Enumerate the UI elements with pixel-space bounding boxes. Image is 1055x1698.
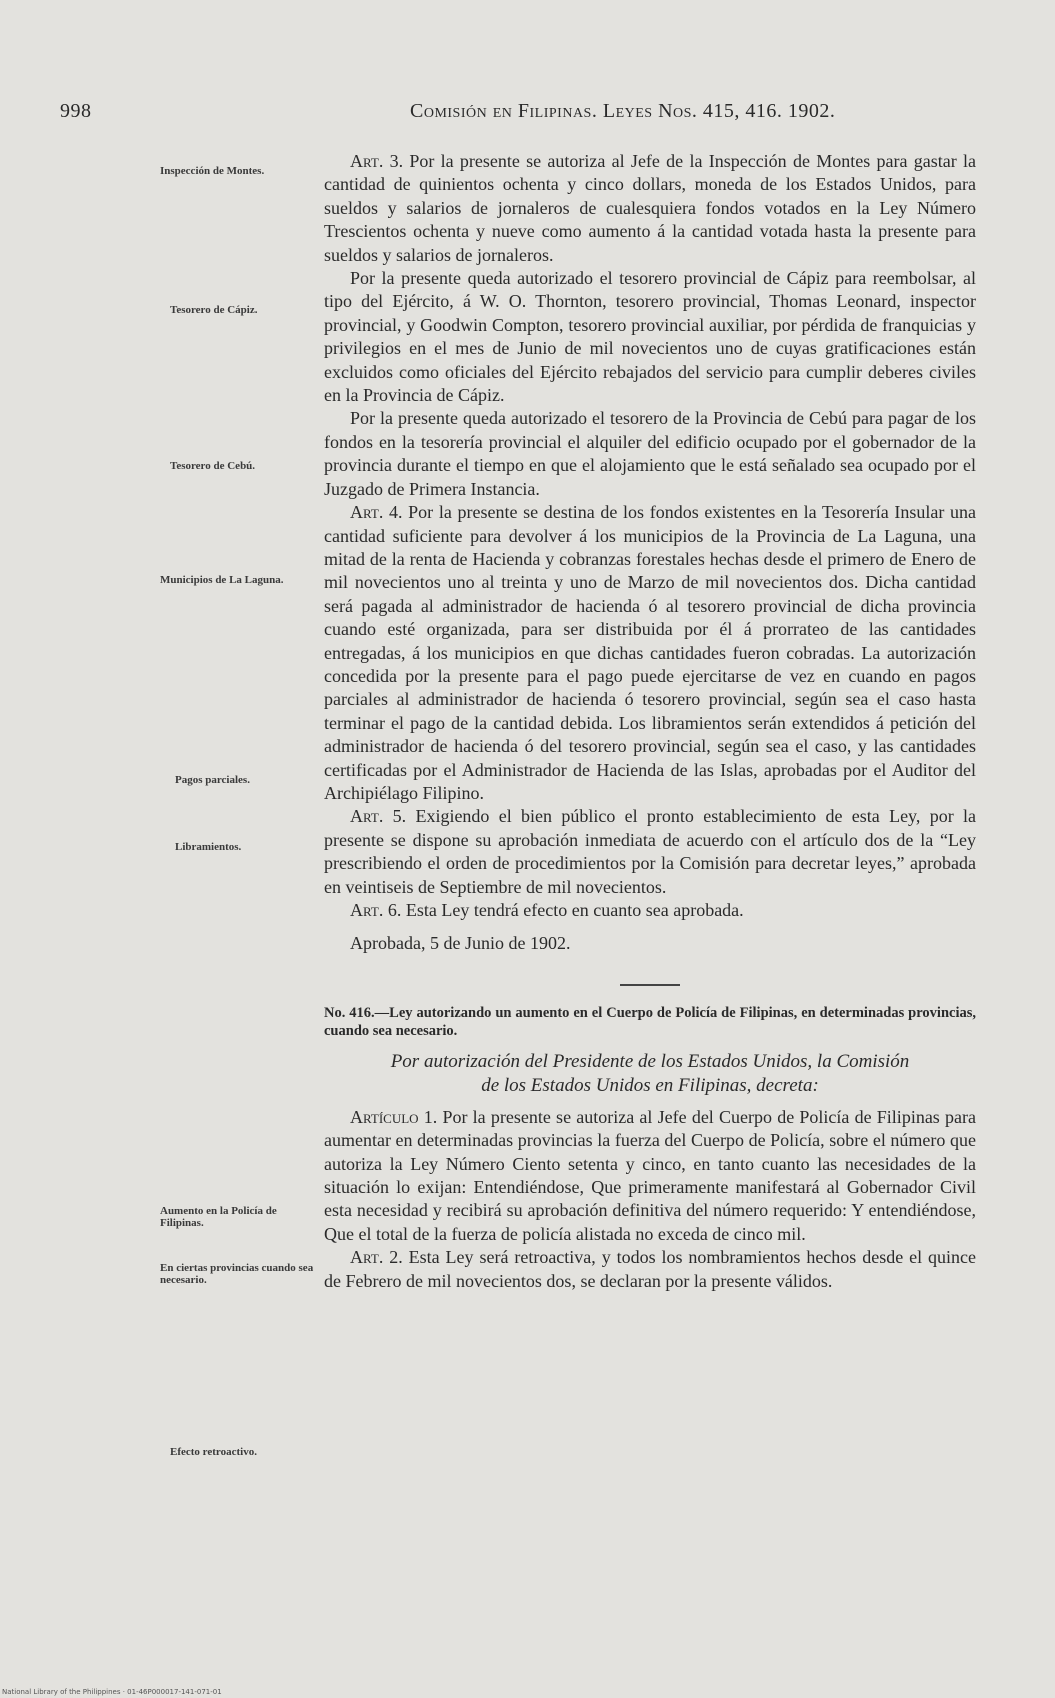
enacting-clause: Por autorización del Presidente de los Estados Unidos, la Comisión de los Estados Unidos en Filipinas, decreta: [390,1050,910,1096]
art6-paragraph: Art. 6. Esta Ley tendrá efecto en cuanto sea aprobada. [350,900,744,920]
cebu-paragraph: Por la presente queda autorizado el tesorero de la Provincia de Cebú para pagar de los fondos en la tesorería provincial el alquiler del edificio ocupado por el gobernador de la provincia durante el tiempo en que el alojamiento que le está señalado sea ocupado por el Juzgado de Primera Instancia. [324,408,976,499]
main-text [324,150,976,1293]
margin-note: Libramientos. [175,841,242,853]
law-416-title: No. 416.—Ley autorizando un aumento en el Cuerpo de Policía de Filipinas, en determinadas provincias, cuando sea necesario. [324,1004,976,1039]
art2-paragraph: Art. 2. Esta Ley será retroactiva, y todos los nombramientos hechos desde el quince de Febrero de mil novecientos dos, se declaran por la presente válidos. [324,1247,976,1291]
margin-note: Inspección de Montes. [160,165,265,177]
running-title: Comisión en Filipinas. Leyes Nos. 415, 416. 1902. [410,100,836,122]
capiz-paragraph: Por la presente queda autorizado el tesorero provincial de Cápiz para reembolsar, al tipo del Ejército, á W. O. Thornton, tesorero provincial, Thomas Leonard, inspector provincial, y Goodwin Compton, tesorero provincial auxiliar, por pérdida de franquicias y privilegios en el mes de Junio de mil novecientos uno de cuyas gratificaciones están excluidos como oficiales del Ejército rebajados del servicio para cumplir deberes civiles en la Provincia de Cápiz. [324,268,976,406]
margin-note: En ciertas provincias cuando sea necesario. [160,1262,314,1286]
art4-paragraph: Art. 4. Por la presente se destina de los fondos existentes en la Tesorería Insular una cantidad suficiente para devolver á los municipios de la Provincia de La Laguna, una mitad de la renta de Hacienda y cobranzas forestales hechas desde el primero de Enero de mil novecientos uno al treinta y uno de Marzo de mil novecientos dos. Dicha cantidad será pagada al administrador de hacienda ó al tesorero provincial de dicha provincia cuando esté organizada, para ser distribuida por él á prorrateo de las cantidades entregadas, á los municipios en que dichas cantidades fueron cobradas. La autorización concedida por la presente para el pago puede ejercitarse de vez en cuando en pagos parciales al administrador de hacienda ó tesorero provincial, según sea el caso hasta terminar el pago de la cantidad debida. Los libramientos serán extendidos á petición del administrador de hacienda ó del tesorero provincial, según sea el caso, y las cantidades certificadas por el Administrador de Hacienda de las Islas, aprobadas por el Auditor del Archipiélago Filipino. [324,502,976,803]
margin-note: Aumento en la Policía de Filipinas. [160,1205,277,1229]
art1-paragraph: Artículo 1. Por la presente se autoriza al Jefe del Cuerpo de Policía de Filipinas para aumentar en determinadas provincias la fuerza del Cuerpo de Policía, sobre el número que autoriza la Ley Número Ciento setenta y cinco, en tanto cuanto las necesidades de la situación lo exijan: Entendiéndose, Que primeramente manifestará al Gobernador Civil esta necesidad y recibirá su aprobación definitiva del número requerido: Y entendiéndose, Que el total de la fuerza de policía alistada no exceda de cinco mil. [324,1106,976,1244]
margin-note: Pagos parciales. [175,774,250,786]
approval-date: Aprobada, 5 de Junio de 1902. [350,933,571,954]
scan-footer: National Library of the Philippines · 01-46P000017-141-071-01 [2,1688,222,1696]
page-header [40,100,940,128]
margin-note: Municipios de La Laguna. [160,574,284,586]
page-number: 998 [60,100,92,122]
art3-paragraph: Art. 3. Por la presente se autoriza al Jefe de la Inspección de Montes para gastar la cantidad de quinientos ochenta y cinco dollars, moneda de los Estados Unidos, para sueldos y salarios de jornaleros de cualesquiera fondos votados en la Ley Número Trescientos ochenta y nueve como aumento á la cantidad votada hasta la presente para sueldos y salarios de jornaleros. [324,151,976,265]
margin-note: Tesorero de Cebú. [170,460,256,472]
section-divider [620,984,680,986]
art5-paragraph: Art. 5. Exigiendo el bien público el pronto establecimiento de esta Ley, por la presente se dispone su aprobación inmediata de acuerdo con el artículo dos de la “Ley prescribiendo el orden de procedimientos por la Comisión para decretar leyes,” aprobada en veintiseis de Septiembre de mil novecientos. [324,806,976,897]
margin-note: Efecto retroactivo. [170,1446,257,1458]
margin-note: Tesorero de Cápiz. [170,304,258,316]
